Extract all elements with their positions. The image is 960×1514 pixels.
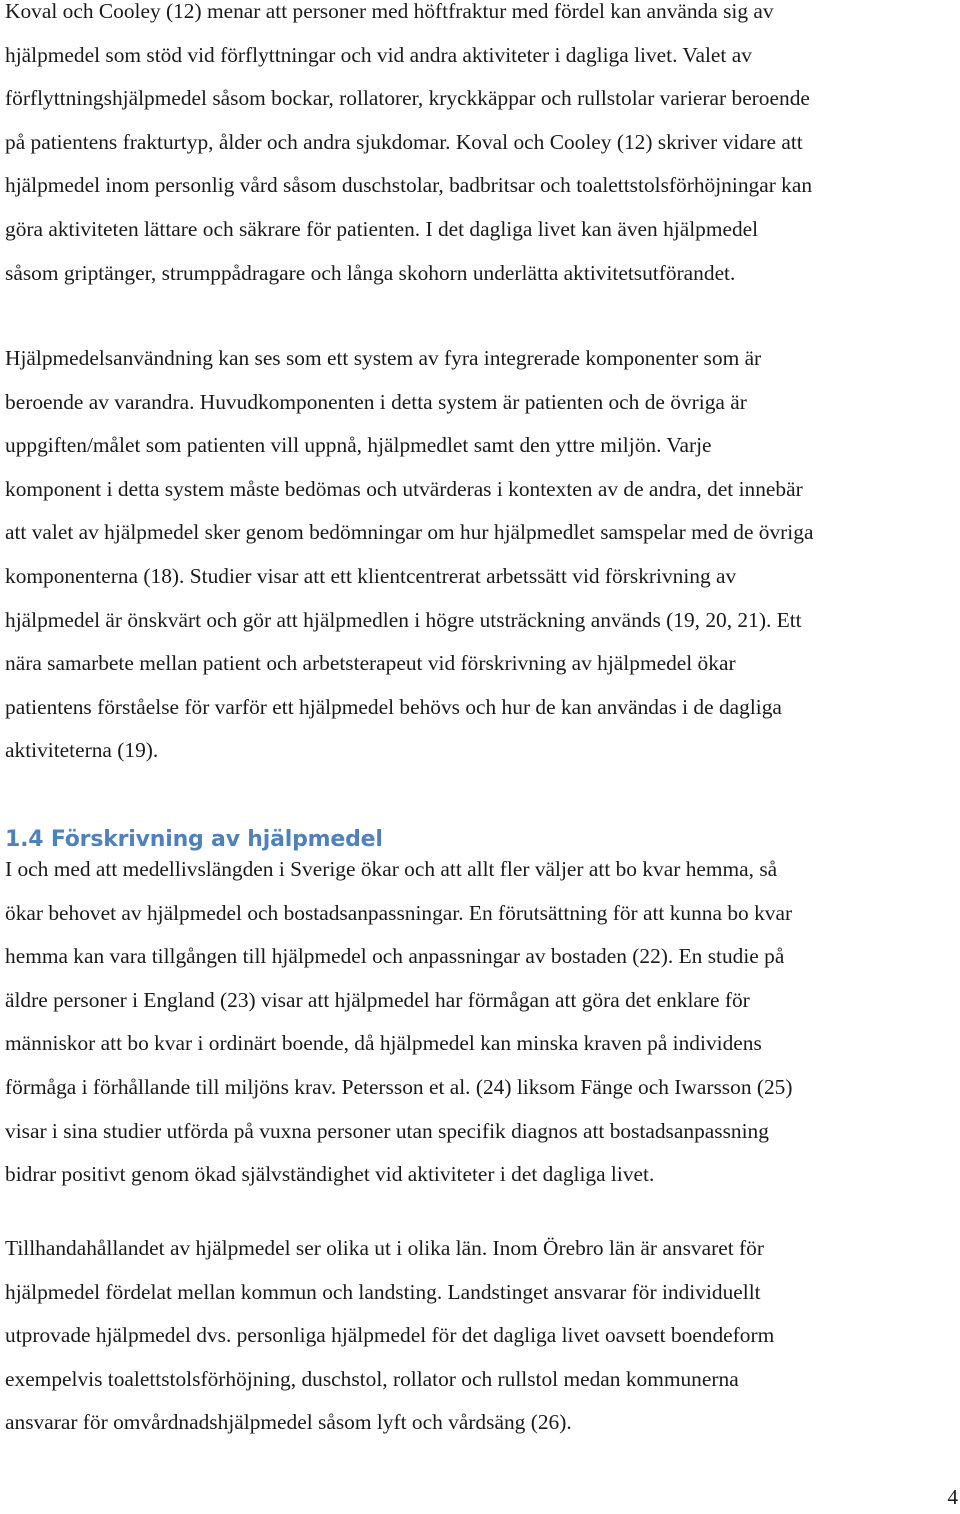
text-line: att valet av hjälpmedel sker genom bedömningar om hur hjälpmedlet samspelar med de övriga [5, 520, 814, 545]
paragraph-aid-system [5, 337, 813, 773]
text-line: hjälpmedel fördelat mellan kommun och landsting. Landstinget ansvarar för individuellt [5, 1279, 761, 1304]
text-line: I och med att medellivslängden i Sverige ökar och att allt fler väljer att bo kvar hemma, så [5, 857, 778, 881]
text-line: ansvarar för omvårdnadshjälpmedel såsom lyft och vårdsäng (26). [5, 1410, 572, 1435]
text-line: beroende av varandra. Huvudkomponenten i detta system är patienten och de övriga är [5, 389, 747, 414]
text-line: utprovade hjälpmedel dvs. personliga hjälpmedel för det dagliga livet oavsett boendeform [5, 1323, 775, 1348]
text-line: patientens förståelse för varför ett hjälpmedel behövs och hur de kan användas i de dagliga [5, 694, 782, 719]
text-line: hjälpmedel som stöd vid förflyttningar och vid andra aktiviteter i dagliga livet. Valet av [5, 42, 752, 67]
text-line: hjälpmedel inom personlig vård såsom duschstolar, badbritsar och toalettstolsförhöjningar kan [5, 173, 813, 198]
text-line: Koval och Cooley (12) menar att personer med höftfraktur med fördel kan använda sig av [5, 0, 774, 23]
text-line: exempelvis toalettstolsförhöjning, duschstol, rollator och rullstol medan kommunerna [5, 1366, 739, 1391]
paragraph-hip-fracture-aids [5, 0, 812, 295]
text-line: komponenterna (18). Studier visar att ett klientcentrerat arbetssätt vid förskrivning av [5, 563, 737, 588]
text-line: äldre personer i England (23) visar att hjälpmedel har förmågan att göra det enklare för [5, 987, 750, 1012]
text-line: bidrar positivt genom ökad självständighet vid aktiviteter i det dagliga livet. [5, 1162, 655, 1187]
section-heading: 1.4 Förskrivning av hjälpmedel [5, 827, 383, 852]
text-line: Tillhandahållandet av hjälpmedel ser olika ut i olika län. Inom Örebro län är ansvaret för [5, 1236, 764, 1260]
text-line: människor att bo kvar i ordinärt boende, då hjälpmedel kan minska kraven på individens [5, 1031, 762, 1056]
text-line: förflyttningshjälpmedel såsom bockar, rollatorer, kryckkäppar och rullstolar varierar beroende [5, 86, 810, 111]
text-line: på patientens frakturtyp, ålder och andra sjukdomar. Koval och Cooley (12) skriver vidare att [5, 129, 803, 154]
text-line: ökar behovet av hjälpmedel och bostadsanpassningar. En förutsättning för att kunna bo kvar [5, 900, 793, 925]
text-line: komponent i detta system måste bedömas och utvärderas i kontexten av de andra, det innebär [5, 476, 803, 501]
text-line: hjälpmedel är önskvärt och gör att hjälpmedlen i högre utsträckning används (19, 20, 21). Ett [5, 607, 802, 632]
text-line: visar i sina studier utförda på vuxna personer utan specifik diagnos att bostadsanpassning [5, 1118, 769, 1143]
page-number: 4 [947, 1485, 958, 1509]
text-line: såsom griptänger, strumppådragare och långa skohorn underlätta aktivitetsutförandet. [5, 260, 736, 285]
paragraph-living-at-home [5, 848, 793, 1197]
text-line: nära samarbete mellan patient och arbetsterapeut vid förskrivning av hjälpmedel ökar [5, 651, 736, 676]
paragraph-provision [5, 1227, 774, 1445]
text-line: Hjälpmedelsanvändning kan ses som ett system av fyra integrerade komponenter som är [5, 346, 762, 370]
text-line: uppgiften/målet som patienten vill uppnå, hjälpmedlet samt den yttre miljön. Varje [5, 433, 712, 458]
text-line: hemma kan vara tillgången till hjälpmedel och anpassningar av bostaden (22). En studie på [5, 944, 785, 969]
text-line: aktiviteterna (19). [5, 738, 159, 763]
text-line: göra aktiviteten lättare och säkrare för patienten. I det dagliga livet kan även hjälpmedel [5, 216, 759, 241]
text-line: förmåga i förhållande till miljöns krav. Petersson et al. (24) liksom Fänge och Iwarsson (25) [5, 1074, 793, 1099]
